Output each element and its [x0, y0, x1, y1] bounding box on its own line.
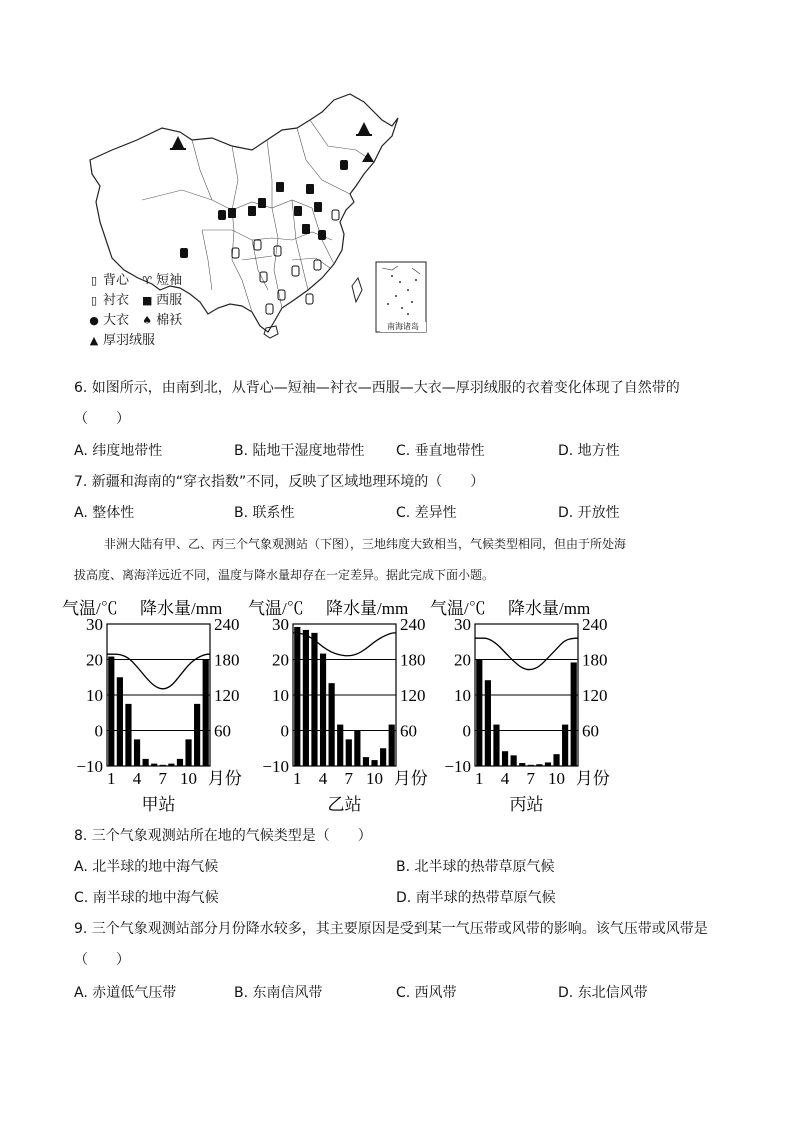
- x-tick-label: 10: [548, 769, 566, 788]
- q8-option-b[interactable]: B. 北半球的热带草原气候: [396, 859, 555, 875]
- left-tick-label: 30: [86, 615, 103, 634]
- precip-bar: [194, 704, 200, 766]
- legend-label: 背心: [103, 273, 130, 288]
- q7-option-c[interactable]: C. 差异性: [396, 505, 457, 521]
- left-axis-label: 气温/℃: [248, 599, 304, 618]
- right-tick-label: 60: [400, 721, 417, 741]
- station-title: 丙站: [509, 795, 544, 812]
- cotton-jacket-icon: ♠: [142, 314, 153, 327]
- left-tick-label: 10: [86, 686, 103, 705]
- right-tick-label: 60: [214, 721, 231, 741]
- q7-stem: 7. 新疆和海南的“穿衣指数”不同，反映了区域地理环境的（ ）: [74, 474, 485, 490]
- left-tick-label: 0: [280, 721, 289, 741]
- x-tick-label: 1: [107, 769, 116, 788]
- legend-label: 西服: [156, 293, 183, 308]
- x-tick-label: 7: [526, 769, 536, 788]
- suit-icon: ■: [141, 294, 153, 307]
- right-tick-label: 120: [214, 686, 240, 705]
- left-tick-label: 0: [94, 721, 103, 741]
- left-tick-label: 20: [454, 650, 471, 670]
- x-tick-label: 1: [475, 769, 484, 788]
- x-tick-label: 1: [293, 769, 302, 788]
- right-tick-label: 240: [400, 615, 426, 634]
- passage-line2: 拔高度、离海洋远近不同，温度与降水量却存在一定差异。据此完成下面小题。: [74, 568, 495, 582]
- left-tick-label: 20: [86, 650, 103, 670]
- x-axis-label: 月份: [575, 769, 610, 788]
- right-axis-label: 降水量/mm: [140, 599, 223, 618]
- precip-bar: [143, 759, 149, 766]
- precip-bar: [303, 630, 309, 766]
- legend-label: 大衣: [103, 313, 130, 328]
- left-axis-label: 气温/℃: [430, 599, 486, 618]
- left-tick-label: 30: [272, 615, 289, 634]
- x-tick-label: 10: [366, 769, 384, 788]
- q9-option-c[interactable]: C. 西风带: [396, 985, 457, 1001]
- q7-option-a[interactable]: A. 整体性: [74, 505, 135, 521]
- vest-icon: ▯: [90, 274, 98, 287]
- climate-chart-yi: [248, 594, 448, 812]
- x-axis-label: 月份: [207, 769, 242, 788]
- precip-bar: [125, 704, 131, 766]
- q6-stem-line2: （ ）: [74, 411, 130, 427]
- right-tick-label: 240: [582, 615, 608, 634]
- precip-bar: [117, 677, 123, 766]
- left-tick-label: −10: [444, 757, 471, 776]
- left-tick-label: −10: [262, 757, 289, 776]
- x-tick-label: 7: [158, 769, 168, 788]
- station-title: 甲站: [141, 795, 176, 812]
- inset-label: 南海诸岛: [380, 322, 426, 332]
- q6-option-c[interactable]: C. 垂直地带性: [396, 443, 485, 459]
- right-tick-label: 180: [582, 650, 608, 670]
- right-axis-label: 降水量/mm: [508, 599, 591, 618]
- left-tick-label: −10: [76, 757, 103, 776]
- q7-option-b[interactable]: B. 联系性: [234, 505, 295, 521]
- station-title: 乙站: [327, 795, 362, 812]
- temperature-line: [475, 638, 578, 669]
- climate-chart-jia: [62, 594, 262, 812]
- right-tick-label: 120: [400, 686, 426, 705]
- precip-bar: [553, 754, 559, 766]
- q9-option-a[interactable]: A. 赤道低气压带: [74, 985, 177, 1001]
- precip-bar: [311, 633, 317, 766]
- legend-label: 棉袄: [156, 313, 183, 328]
- precip-bar: [185, 739, 191, 766]
- q6-option-a[interactable]: A. 纬度地带性: [74, 443, 163, 459]
- passage-line1: 非洲大陆有甲、乙、丙三个气象观测站（下图），三地纬度大致相当，气候类型相同，但由于所处海: [104, 537, 627, 551]
- left-tick-label: 10: [272, 686, 289, 705]
- q6-option-b[interactable]: B. 陆地干湿度地带性: [234, 443, 365, 459]
- map-legend: [88, 272, 218, 352]
- precip-bar: [329, 683, 335, 766]
- tshirt-icon: ♈: [142, 274, 153, 287]
- q6-option-d[interactable]: D. 地方性: [558, 443, 620, 459]
- x-tick-label: 4: [318, 769, 328, 788]
- precip-bar: [134, 739, 140, 766]
- q9-stem-line1: 9. 三个气象观测站部分月份降水较多，其主要原因是受到某一气压带或风带的影响。该气压带或风带是: [74, 921, 708, 937]
- left-tick-label: 0: [462, 721, 471, 741]
- q8-option-d[interactable]: D. 南半球的热带草原气候: [396, 890, 556, 906]
- precip-bar: [294, 627, 300, 766]
- precip-bar: [320, 654, 326, 766]
- precip-bar: [354, 731, 360, 767]
- q7-option-d[interactable]: D. 开放性: [558, 505, 620, 521]
- coat-icon: ●: [89, 314, 99, 327]
- x-tick-label: 4: [132, 769, 142, 788]
- precip-bar: [485, 680, 491, 766]
- q9-option-b[interactable]: B. 东南信风带: [234, 985, 323, 1001]
- precip-bar: [108, 657, 114, 766]
- right-tick-label: 120: [582, 686, 608, 705]
- right-axis-label: 降水量/mm: [326, 599, 409, 618]
- left-tick-label: 10: [454, 686, 471, 705]
- q8-option-a[interactable]: A. 北半球的地中海气候: [74, 859, 219, 875]
- q6-stem-line1: 6. 如图所示，由南到北，从背心—短袖—衬衣—西服—大衣—厚羽绒服的衣着变化体现了自然带的: [74, 380, 680, 396]
- right-tick-label: 180: [400, 650, 426, 670]
- x-axis-label: 月份: [393, 769, 428, 788]
- legend-label: 短袖: [156, 273, 183, 288]
- left-tick-label: 20: [272, 650, 289, 670]
- q9-option-d[interactable]: D. 东北信风带: [558, 985, 648, 1001]
- q8-option-c[interactable]: C. 南半球的地中海气候: [74, 890, 219, 906]
- precip-bar: [380, 748, 386, 766]
- precip-bar: [203, 660, 209, 767]
- precip-bar: [502, 751, 508, 766]
- left-tick-label: 30: [454, 615, 471, 634]
- right-tick-label: 240: [214, 615, 240, 634]
- precip-bar: [371, 760, 377, 766]
- q8-stem: 8. 三个气象观测站所在地的气候类型是（ ）: [74, 828, 372, 844]
- down-jacket-icon: ▲: [89, 334, 99, 347]
- legend-label: 衬衣: [103, 293, 130, 308]
- left-axis-label: 气温/℃: [62, 599, 118, 618]
- x-tick-label: 7: [344, 769, 354, 788]
- climate-chart-bing: [430, 594, 630, 812]
- precip-bar: [177, 759, 183, 766]
- precip-bar: [571, 662, 577, 766]
- precip-bar: [511, 755, 517, 766]
- right-tick-label: 60: [582, 721, 599, 741]
- right-tick-label: 180: [214, 650, 240, 670]
- precip-bar: [363, 757, 369, 766]
- x-tick-label: 10: [180, 769, 198, 788]
- precip-bar: [346, 739, 352, 766]
- precip-bar: [476, 660, 482, 767]
- shirt-icon: ▯: [90, 294, 98, 307]
- q9-stem-line2: （ ）: [74, 952, 130, 968]
- legend-label: 厚羽绒服: [103, 333, 156, 348]
- x-tick-label: 4: [500, 769, 510, 788]
